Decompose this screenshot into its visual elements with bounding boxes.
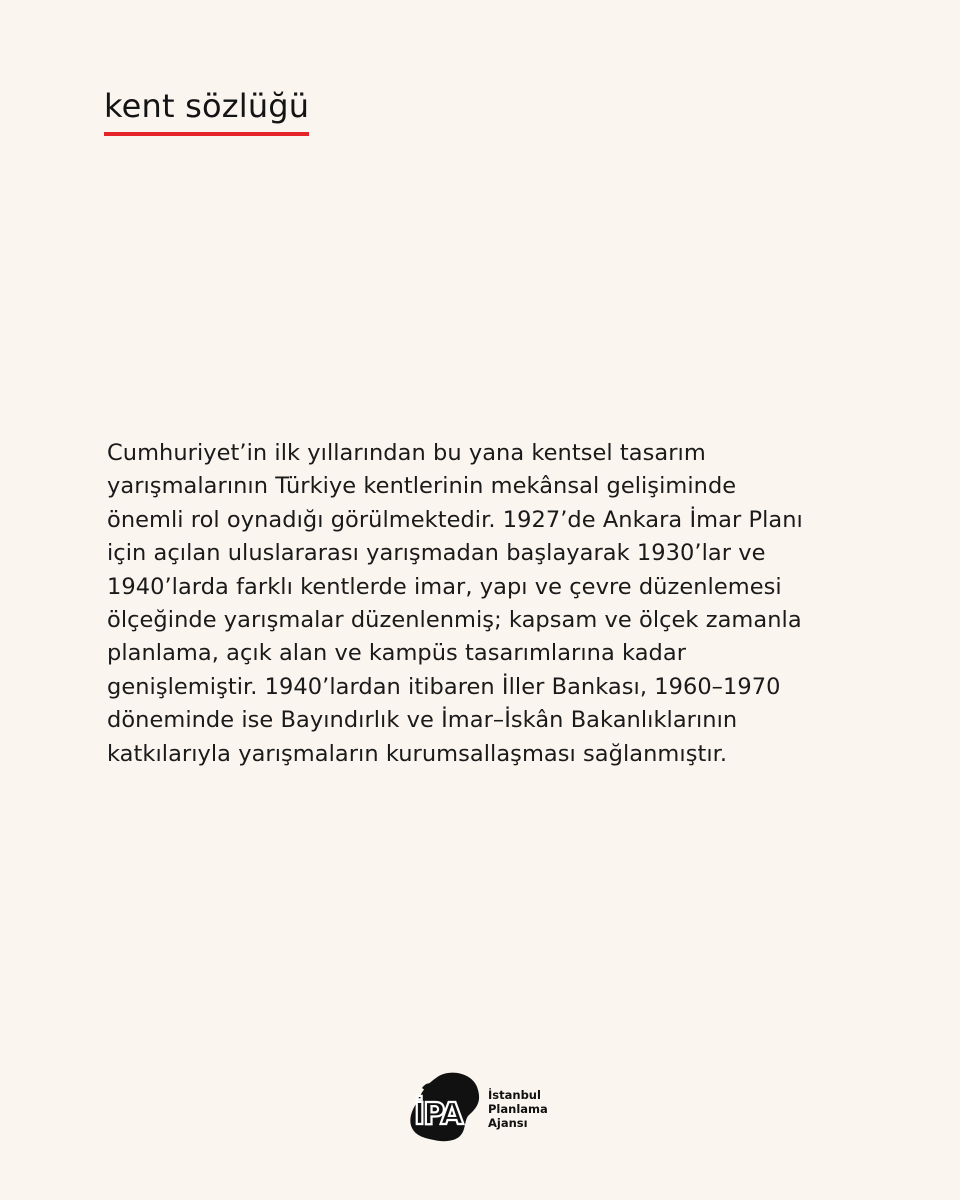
logo-name-line: İstanbul xyxy=(488,1088,541,1102)
logo-letters: İPA xyxy=(414,1097,462,1132)
article-line: önemli rol oynadığı görülmektedir. 1927’de Ankara İmar Planı xyxy=(107,506,803,533)
article-line: döneminde ise Bayındırlık ve İmar–İskân Bakanlıklarının xyxy=(107,707,738,734)
logo-wordmark xyxy=(488,1088,548,1130)
article-line: planlama, açık alan ve kampüs tasarımlarına kadar xyxy=(107,640,687,667)
article-line: katkılarıyla yarışmaların kurumsallaşması sağlanmıştır. xyxy=(107,740,728,767)
article-line: genişlemiştir. 1940’lardan itibaren İller Bankası, 1960–1970 xyxy=(107,673,781,700)
ipa-logo xyxy=(408,1070,568,1150)
logo-name-line: Planlama xyxy=(488,1102,548,1116)
page-title: kent sözlüğü xyxy=(104,87,310,125)
page-header xyxy=(104,86,309,136)
article-line: için açılan uluslararası yarışmadan başlayarak 1930’lar ve xyxy=(107,540,766,567)
title-underline xyxy=(104,132,309,136)
article-line: yarışmalarının Türkiye kentlerinin mekânsal gelişiminde xyxy=(107,473,737,500)
article-line: 1940’larda farklı kentlerde imar, yapı ve çevre düzenlemesi xyxy=(107,573,782,600)
ipa-logo-mark xyxy=(408,1070,484,1146)
article-line: Cumhuriyet’in ilk yıllarından bu yana kentsel tasarım xyxy=(107,440,706,466)
article-body xyxy=(107,437,907,771)
article-line: ölçeğinde yarışmalar düzenlenmiş; kapsam ve ölçek zamanla xyxy=(107,607,802,634)
logo-name-line: Ajansı xyxy=(488,1116,528,1130)
